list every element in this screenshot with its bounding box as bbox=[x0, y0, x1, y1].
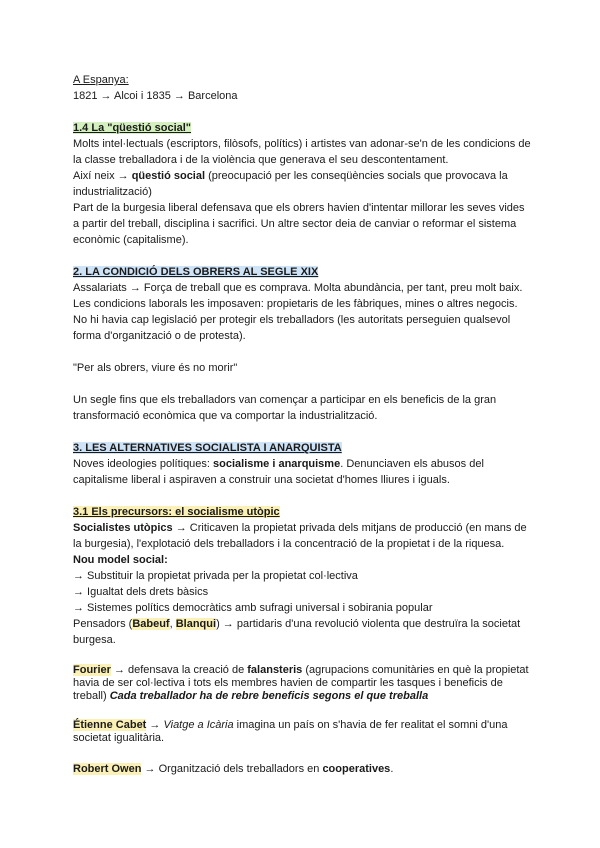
model-item: → Sistemes polítics democràtics amb sufragi universal i sobirania popular bbox=[73, 602, 433, 614]
thinkers-paragraph: Pensadors (Babeuf, Blanqui) → partidaris d'una revolució violenta que destruïra la societat burgesa. bbox=[73, 618, 521, 646]
owen-paragraph: Robert Owen → Organització dels treballadors en cooperatives. bbox=[73, 763, 394, 775]
section-1-4-title: 1.4 La "qüestió social" bbox=[73, 122, 192, 134]
section-2-title: 2. LA CONDICIÓ DELS OBRERS AL SEGLE XIX bbox=[73, 266, 319, 278]
section-2-paragraph-2: Les condicions laborals les imposaven: propietaris de les fàbriques, mines o altres negocis. bbox=[73, 298, 518, 310]
fourier-paragraph: Fourier → defensava la creació de falansteris (agrupacions comunitàries en què la propietat havia de ser col·lectiva i tots els membres havien de compartir les tasques i beneficis de treball) Cada treballador ha de rebre beneficis segons el que treballa bbox=[73, 664, 529, 702]
utopian-socialists-paragraph: Socialistes utòpics → Criticaven la propietat privada dels mitjans de producció (en mans de la burgesia), l'explotació dels treballadors i la concentració de la propietat i de la riquesa. bbox=[73, 522, 527, 550]
new-social-model-title: Nou model social: bbox=[73, 554, 168, 566]
cabet-paragraph: Étienne Cabet → Viatge a Icària imagina un país on s'havia de fer realitat el somni d'una societat igualitària. bbox=[73, 719, 508, 744]
document-page bbox=[73, 72, 533, 777]
spain-heading: A Espanya: bbox=[73, 74, 129, 86]
spain-line: 1821 → Alcoi i 1835 → Barcelona bbox=[73, 90, 238, 102]
section-2-paragraph-4: Un segle fins que els treballadors van començar a participar en els beneficis de la gran transformació econòmica que va comportar la industrialització. bbox=[73, 394, 497, 422]
model-item: → Substituir la propietat privada per la propietat col·lectiva bbox=[73, 570, 358, 582]
section-1-4-paragraph-1: Molts intel·lectuals (escriptors, filòsofs, polítics) i artistes van adonar-se'n de les condicions de la classe treballadora i de la violència que generava el seu descontentament. bbox=[73, 138, 531, 166]
section-1-4-paragraph-3: Part de la burgesia liberal defensava que els obrers havien d'intentar millorar les seves vides a partir del treball, disciplina i sacrifici. Un altre sector deia de canviar o reformar el sistema econòmic (capitalisme). bbox=[73, 202, 525, 246]
section-3-title: 3. LES ALTERNATIVES SOCIALISTA I ANARQUISTA bbox=[73, 442, 342, 454]
model-item: → Igualtat dels drets bàsics bbox=[73, 586, 209, 598]
section-2-paragraph-3: No hi havia cap legislació per protegir els treballadors (les autoritats perseguien qualsevol forma d'organització o de protesta). bbox=[73, 314, 511, 342]
section-2-paragraph-1: Assalariats → Força de treball que es comprava. Molta abundància, per tant, preu molt baix. bbox=[73, 282, 523, 294]
section-3-paragraph-1: Noves ideologies polítiques: socialisme i anarquisme. Denunciaven els abusos del capitalisme liberal i aspiraven a construir una societat d'homes lliures i iguals. bbox=[73, 458, 484, 486]
section-2-quote: "Per als obrers, viure és no morir" bbox=[73, 362, 238, 374]
section-1-4-paragraph-2: Així neix → qüestió social (preocupació per les conseqüències socials que provocava la industrialització) bbox=[73, 170, 508, 198]
section-3-1-title: 3.1 Els precursors: el socialisme utòpic bbox=[73, 506, 280, 518]
